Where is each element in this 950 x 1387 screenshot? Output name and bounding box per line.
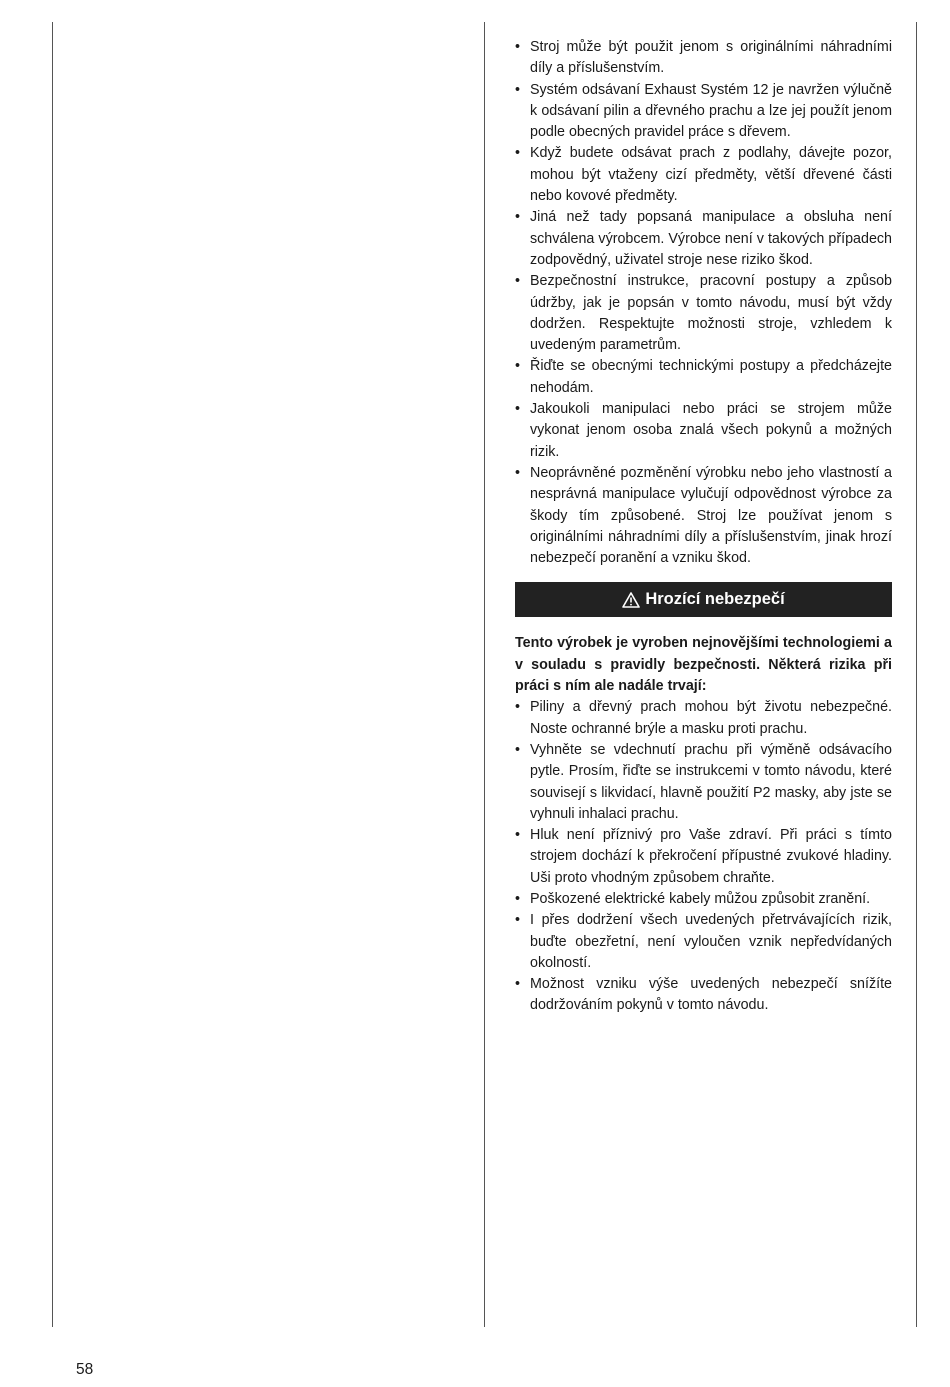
- list-item: • Jakoukoli manipulaci nebo práci se strojem může vykonat jenom osoba znalá všech pokynů a možných rizik.: [515, 399, 892, 463]
- right-column-rule: [916, 22, 917, 1327]
- warning-header: [515, 582, 892, 617]
- list-item: • Když budete odsávat prach z podlahy, dávejte pozor, mohou být vtaženy cizí předměty, větší dřevené části nebo kovové předměty.: [515, 143, 892, 207]
- right-column-content: [515, 37, 892, 1017]
- warning-triangle-icon: [622, 592, 640, 608]
- list-item: • Bezpečnostní instrukce, pracovní postupy a způsob údržby, jak je popsán v tomto návodu, musí být vždy dodržen. Respektujte možnosti stroje, vzhledem k uvedeným parametrům.: [515, 271, 892, 356]
- warning-title: Hrozící nebezpečí: [645, 590, 785, 609]
- list-item: • Možnost vzniku výše uvedených nebezpečí snížíte dodržováním pokynů v tomto návodu.: [515, 974, 892, 1017]
- list-item: • I přes dodržení všech uvedených přetrvávajících rizik, buďte obezřetní, není vyloučen vznik nepředvídaných okolností.: [515, 910, 892, 974]
- center-column-rule: [484, 22, 485, 1327]
- list-item: • Hluk není příznivý pro Vaše zdraví. Při práci s tímto strojem dochází k překročení přípustné zvukové hladiny. Uši proto vhodným způsobem chraňte.: [515, 825, 892, 889]
- list-item: • Systém odsávaní Exhaust Systém 12 je navržen výlučně k odsávaní pilin a dřevného prachu a lze jej použít jenom podle obecných pravidel práce s dřevem.: [515, 80, 892, 144]
- list-item: • Poškozené elektrické kabely můžou způsobit zranění.: [515, 889, 892, 910]
- residual-risks-list: [515, 697, 892, 1016]
- page-number: 58: [76, 1361, 94, 1378]
- list-item: • Neoprávněné pozměnění výrobku nebo jeho vlastností a nesprávná manipulace vylučují odpovědnost výrobce za škody tím způsobené. Stroj lze používat jenom s originálními náhradními díly a příslušenstvím, jinak hrozí nebezpečí poranění a vzniku škod.: [515, 463, 892, 569]
- list-item: • Vyhněte se vdechnutí prachu při výměně odsávacího pytle. Prosím, řiďte se instrukcemi v tomto návodu, které souvisejí s likvidací, hlavně použití P2 masky, aby jste se vyhnuli inhalaci prachu.: [515, 740, 892, 825]
- safety-instructions-list: [515, 37, 892, 569]
- risk-intro: Tento výrobek je vyroben nejnovějšími technologiemi a v souladu s pravidly bezpečnosti. Některá rizika při práci s ním ale nadále trvají:: [515, 635, 892, 695]
- list-item: • Stroj může být použit jenom s originálními náhradními díly a příslušenstvím.: [515, 37, 892, 80]
- list-item: • Piliny a dřevný prach mohou být životu nebezpečné. Noste ochranné brýle a masku proti prachu.: [515, 697, 892, 740]
- list-item: • Jiná než tady popsaná manipulace a obsluha není schválena výrobcem. Výrobce není v takových případech zodpovědný, uživatel stroje nese riziko škod.: [515, 207, 892, 271]
- left-column-rule: [52, 22, 53, 1327]
- list-item: • Řiďte se obecnými technickými postupy a předcházejte nehodám.: [515, 356, 892, 399]
